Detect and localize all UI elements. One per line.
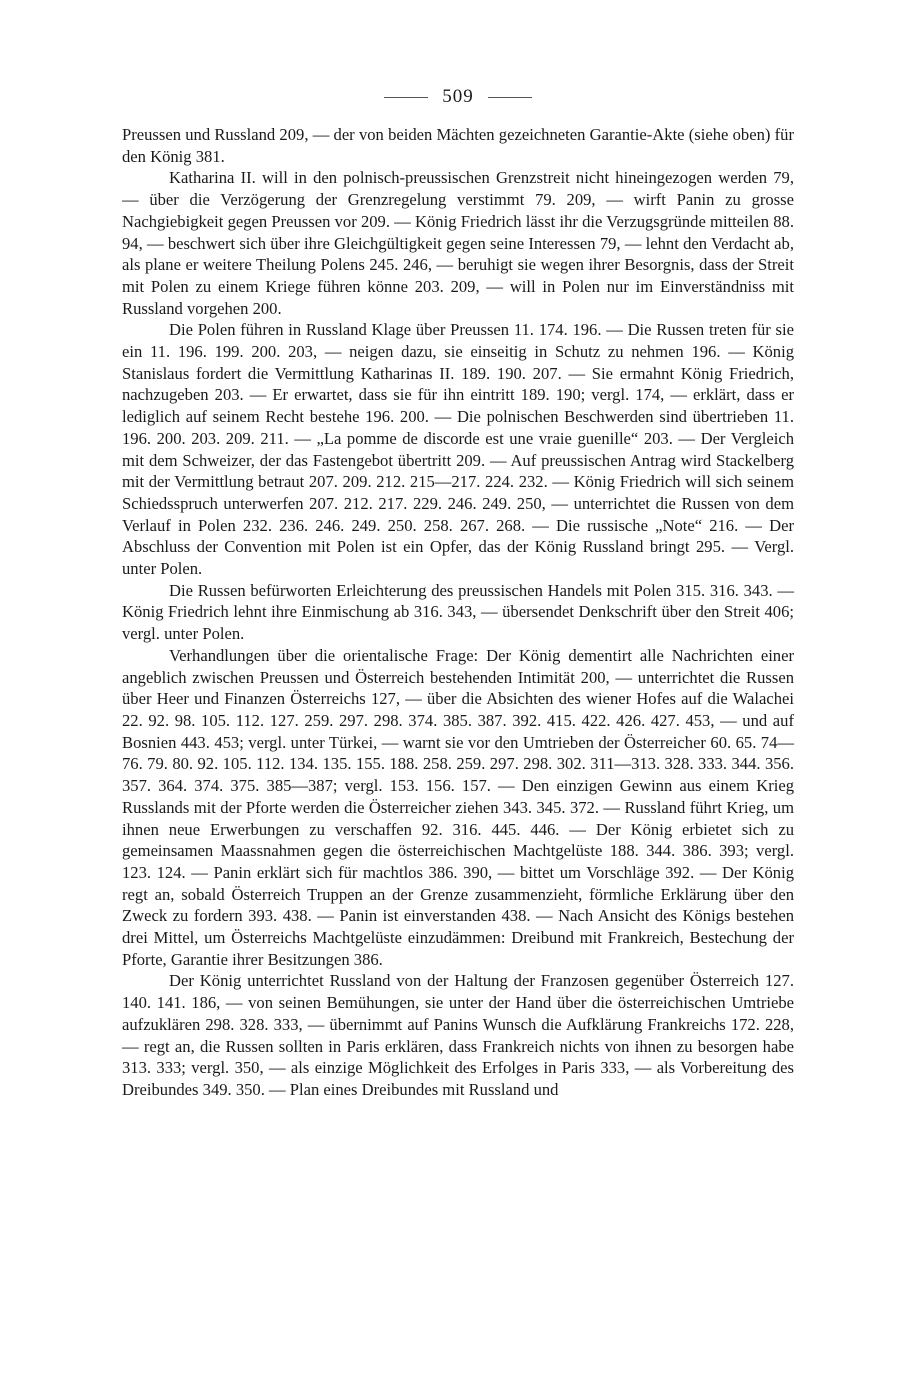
paragraph: Die Russen befürworten Erleichterung des preussischen Handels mit Polen 315. 316. 343. — König Friedrich lehnt ihre Einmischung ab 316. 343, — übersendet Denkschrift über den Streit 406; vergl. unter Polen. [122,580,794,644]
header-rule-right [488,97,532,98]
header-rule-left [384,97,428,98]
page-header [122,80,794,114]
paragraph: Katharina II. will in den polnisch-preussischen Grenzstreit nicht hineingezogen werden 79, — über die Verzögerung der Grenzregelung verstimmt 79. 209, — wirft Panin zu grosse Nachgiebigkeit gegen Preussen vor 209. — König Friedrich lässt ihr die Verzugsgründe mitteilen 88. 94, — beschwert sich über ihre Gleichgültigkeit gegen seine Interessen 79, — lehnt den Verdacht ab, als plane er weitere Theilung Polens 245. 246, — beruhigt sie wegen ihrer Besorgnis, dass der Streit mit Polen zu einem Kriege führen könne 203. 209, — will in Polen nur im Einverständniss mit Russland vorgehen 200. [122,168,794,318]
body-text [122,124,794,1101]
paragraph: Der König unterrichtet Russland von der Haltung der Franzosen gegenüber Österreich 127. 140. 141. 186, — von seinen Bemühungen, sie unter der Hand über die österreichischen Umtriebe aufzuklären 298. 328. 333, — übernimmt auf Panins Wunsch die Aufklärung Frankreichs 172. 228, — regt an, die Russen sollten in Paris erklären, dass Frankreich nichts von ihnen zu besorgen habe 313. 333; vergl. 350, — als einzige Möglichkeit des Erfolges in Paris 333, — als Vorbereitung des Dreibundes 349. 350. — Plan eines Dreibundes mit Russland und [122,971,794,1099]
page-number: 509 [442,86,474,107]
paragraph: Die Polen führen in Russland Klage über Preussen 11. 174. 196. — Die Russen treten für sie ein 11. 196. 199. 200. 203, — neigen dazu, sie einseitig in Schutz zu nehmen 196. — König Stanislaus fordert die Vermittlung Katharinas II. 189. 190. 207. — Sie ermahnt König Friedrich, nachzugeben 203. — Er erwartet, dass sie für ihn eintritt 189. 190; vergl. 174, — erklärt, dass er lediglich auf seinem Recht bestehe 196. 200. — Die polnischen Beschwerden sind übertrieben 11. 196. 200. 203. 209. 211. — „La pomme de discorde est une vraie guenille“ 203. — Der Vergleich mit dem Schweizer, der das Fastengebot übertritt 209. — Auf preussischen Antrag wird Stackelberg mit der Vermittlung betraut 207. 209. 212. 215—217. 224. 232. — König Friedrich will sich seinem Schiedsspruch unterwerfen 207. 212. 217. 229. 246. 249. 250, — unterrichtet die Russen von dem Verlauf in Polen 232. 236. 246. 249. 250. 258. 267. 268. — Die russische „Note“ 216. — Der Abschluss der Convention mit Polen ist ein Opfer, das der König Russland bringt 295. — Vergl. unter Polen. [122,320,794,579]
document-page [122,80,794,1101]
paragraph: Preussen und Russland 209, — der von beiden Mächten gezeichneten Garantie-Akte (siehe oben) für den König 381. [122,125,794,166]
paragraph: Verhandlungen über die orientalische Frage: Der König dementirt alle Nachrichten einer angeblich zwischen Preussen und Österreich bestehenden Intimität 200, — unterrichtet die Russen über Heer und Finanzen Österreichs 127, — über die Absichten des wiener Hofes auf die Walachei 22. 92. 98. 105. 112. 127. 259. 297. 298. 374. 385. 387. 392. 415. 422. 426. 427. 453, — und auf Bosnien 443. 453; vergl. unter Türkei, — warnt sie vor den Umtrieben der Österreicher 60. 65. 74—76. 79. 80. 92. 105. 112. 134. 135. 155. 188. 258. 259. 297. 298. 302. 311—313. 328. 333. 344. 356. 357. 364. 374. 375. 385—387; vergl. 153. 156. 157. — Den einzigen Gewinn aus einem Krieg Russlands mit der Pforte werden die Österreicher ziehen 343. 345. 372. — Russland führt Krieg, um ihnen neue Erwerbungen zu verschaffen 92. 316. 445. 446. — Der König erbietet sich zu gemeinsamen Maassnahmen gegen die österreichischen Machtgelüste 188. 344. 386. 393; vergl. 123. 124. — Panin erklärt sich für machtlos 386. 390, — bittet um Vorschläge 392. — Der König regt an, sobald Österreich Truppen an der Grenze zusammenzieht, förmliche Erklärung über den Zweck zu fordern 393. 438. — Panin ist einverstanden 438. — Nach Ansicht des Königs bestehen drei Mittel, um Österreichs Machtgelüste einzudämmen: Dreibund mit Frankreich, Bestechung der Pforte, Garantie ihrer Besitzungen 386. [122,645,794,969]
